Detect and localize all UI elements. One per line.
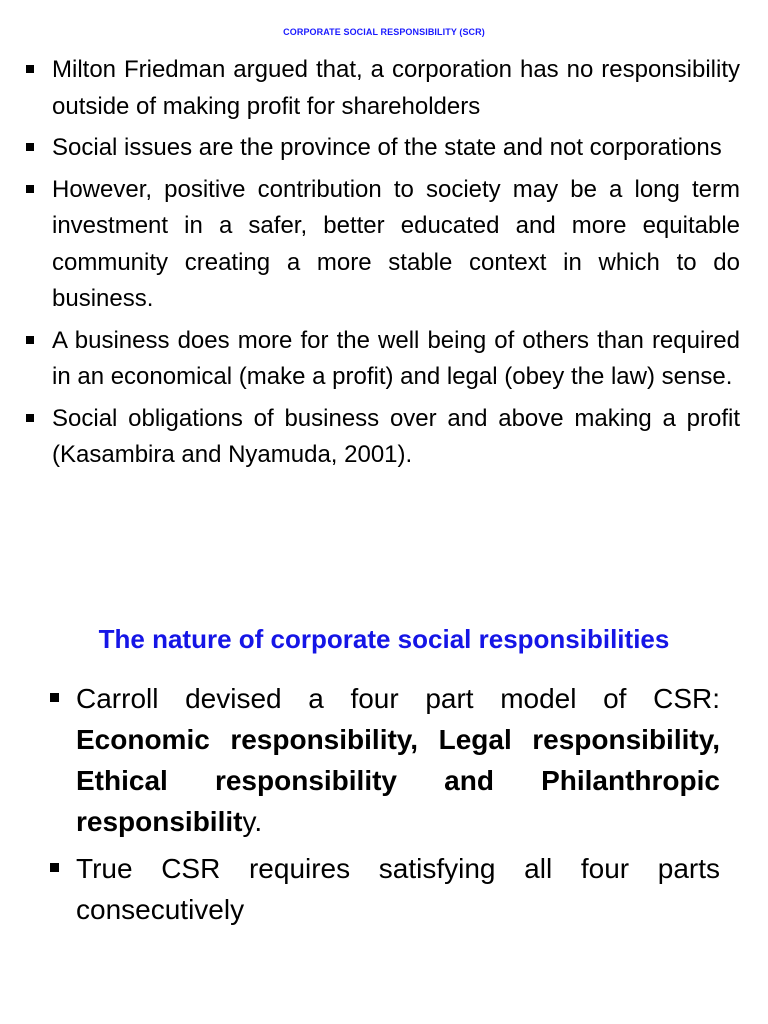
bullet-text-tail: y. <box>242 806 263 837</box>
list-item <box>22 172 740 318</box>
list-item <box>22 323 740 396</box>
list-item <box>22 52 740 125</box>
list-item <box>22 401 740 474</box>
page-header-title: CORPORATE SOCIAL RESPONSIBILITY (SCR) <box>283 27 485 37</box>
list-item <box>22 130 740 167</box>
bullet-text: Social obligations of business over and above making a profit (Kasambira and Nyamuda, 2001). <box>52 404 740 468</box>
square-bullet-icon <box>50 693 59 702</box>
bullet-text: True CSR requires satisfying all four parts consecutively <box>76 853 720 925</box>
square-bullet-icon <box>50 863 59 872</box>
bullet-text-intro: Carroll devised a four part model of CSR: <box>76 683 720 714</box>
square-bullet-icon <box>26 185 34 193</box>
square-bullet-icon <box>26 336 34 344</box>
section-heading: The nature of corporate social responsibilities <box>98 624 670 654</box>
square-bullet-icon <box>26 143 34 151</box>
bullet-text-bold: Economic responsibility, Legal responsibility, Ethical responsibility and Philanthropic responsibilit <box>76 724 720 837</box>
bullet-text: A business does more for the well being of others than required in an economical (make a profit) and legal (obey the law) sense. <box>52 326 740 390</box>
bullet-text: However, positive contribution to society may be a long term investment in a safer, better educated and more equitable community creating a more stable context in which to do business. <box>52 175 740 312</box>
list-item <box>48 848 720 930</box>
list-item <box>48 678 720 842</box>
bullet-text: Milton Friedman argued that, a corporation has no responsibility outside of making profit for shareholders <box>52 56 740 120</box>
square-bullet-icon <box>26 65 34 73</box>
csr-model-bullet-list <box>48 678 720 936</box>
bullet-text: Social issues are the province of the state and not corporations <box>52 134 722 161</box>
intro-bullet-list <box>22 52 740 479</box>
square-bullet-icon <box>26 414 34 422</box>
